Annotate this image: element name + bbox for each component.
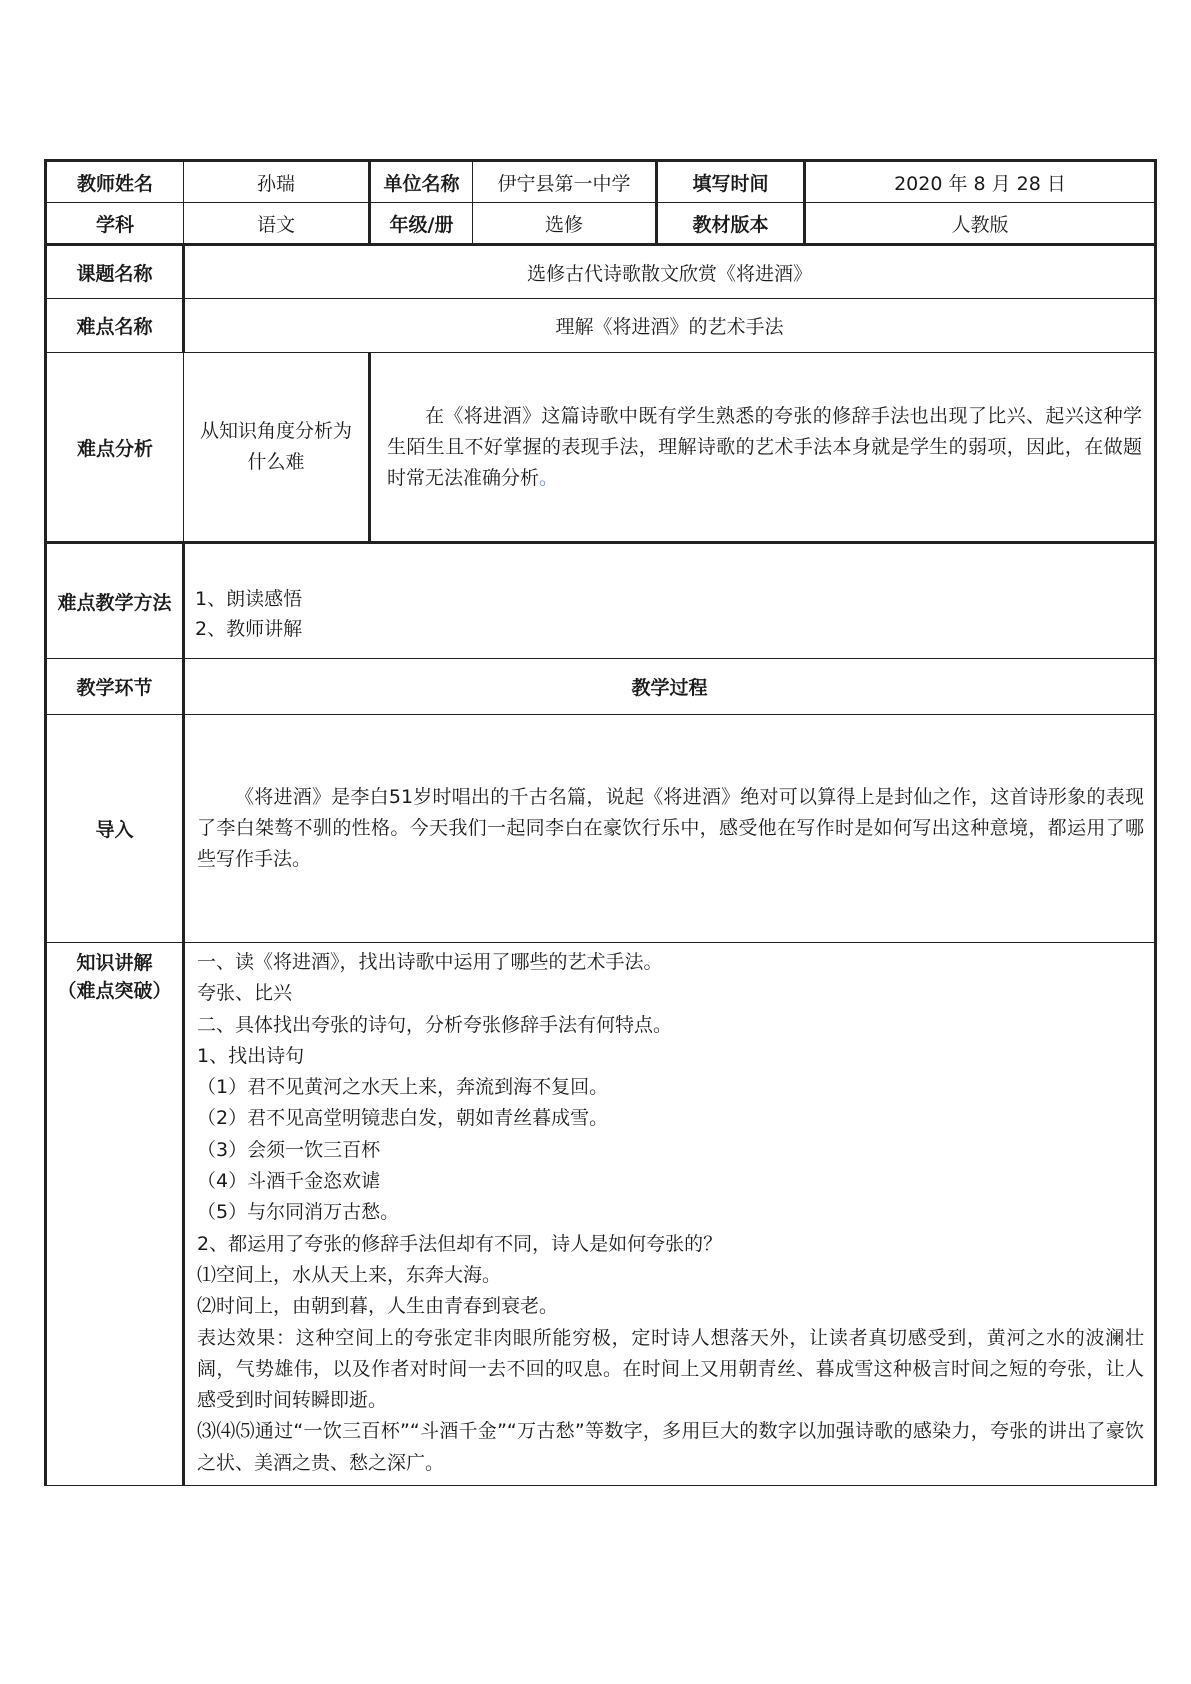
process-header-row <box>46 659 1156 715</box>
knowledge-line: （5）与尔同消万古愁。 <box>197 1201 400 1224</box>
difficulty-label: 难点名称 <box>46 299 184 353</box>
unit-value: 伊宁县第一中学 <box>473 161 657 203</box>
method-item: 2、教师讲解 <box>195 618 303 640</box>
knowledge-label-line2: （难点突破） <box>57 980 172 1002</box>
knowledge-label <box>46 943 184 1486</box>
lesson-plan-table <box>44 159 1157 1486</box>
method-label: 难点教学方法 <box>46 543 184 659</box>
teacher-label: 教师姓名 <box>46 161 184 203</box>
topic-row <box>46 245 1156 299</box>
topic-label: 课题名称 <box>46 245 184 299</box>
date-value: 2020 年 8 月 28 日 <box>805 161 1156 203</box>
intro-text: 《将进酒》是李白51岁时唱出的千古名篇，说起《将进酒》绝对可以算得上是封仙之作，这首诗形象的表现了李白桀骜不驯的性格。今天我们一起同李白在豪饮行乐中，感受他在写作时是如何写出这种意境，都运用了哪些写作手法。 <box>197 786 1144 870</box>
knowledge-numbers: ⑶⑷⑸通过“一饮三百杯”“斗酒千金”“万古愁”等数字，多用巨大的数字以加强诗歌的感染力，夸张的讲出了豪饮之状、美酒之贵、愁之深广。 <box>197 1420 1144 1474</box>
knowledge-label-line1: 知识讲解 <box>76 952 153 974</box>
knowledge-effect: 表达效果：这种空间上的夸张定非肉眼所能穷极，定时诗人想落天外，让读者真切感受到，黄河之水的波澜壮阔，气势雄伟，以及作者对时间一去不回的叹息。在时间上又用朝青丝、暮成雪这种极言时间之短的夸张，让人感受到时间转瞬即逝。 <box>197 1326 1144 1412</box>
knowledge-line: 夸张、比兴 <box>197 982 293 1005</box>
subject-label: 学科 <box>46 203 184 245</box>
method-row <box>46 543 1156 659</box>
knowledge-line: 二、具体找出夸张的诗句，分析夸张修辞手法有何特点。 <box>197 1013 673 1036</box>
knowledge-line: （3）会须一饮三百杯 <box>197 1138 381 1161</box>
analysis-angle: 从知识角度分析为什么难 <box>184 353 370 543</box>
analysis-text-cell <box>370 353 1156 543</box>
grade-label: 年级/册 <box>370 203 473 245</box>
subject-value: 语文 <box>184 203 370 245</box>
teacher-value: 孙瑞 <box>184 161 370 203</box>
analysis-row <box>46 353 1156 543</box>
analysis-trailing: 。 <box>539 466 559 489</box>
knowledge-content <box>184 943 1156 1486</box>
knowledge-row <box>46 943 1156 1486</box>
edition-value: 人教版 <box>805 203 1156 245</box>
date-label: 填写时间 <box>657 161 805 203</box>
edition-label: 教材版本 <box>657 203 805 245</box>
intro-row <box>46 715 1156 943</box>
difficulty-row <box>46 299 1156 353</box>
unit-label: 单位名称 <box>370 161 473 203</box>
topic-value: 选修古代诗歌散文欣赏《将进酒》 <box>184 245 1156 299</box>
knowledge-line: 2、都运用了夸张的修辞手法但却有不同，诗人是如何夸张的？ <box>197 1232 723 1255</box>
knowledge-line: ⑵时间上，由朝到暮，人生由青春到衰老。 <box>197 1295 559 1318</box>
analysis-body: 在《将进酒》这篇诗歌中既有学生熟悉的夸张的修辞手法也出现了比兴、起兴这种学生陌生且不好掌握的表现手法，理解诗歌的艺术手法本身就是学生的弱项，因此，在做题时常无法准确分析 <box>387 404 1142 489</box>
process-label: 教学过程 <box>184 659 1156 715</box>
header-row-1 <box>46 161 1156 203</box>
knowledge-line: 一、读《将进酒》，找出诗歌中运用了哪些的艺术手法。 <box>197 951 663 973</box>
header-row-2 <box>46 203 1156 245</box>
analysis-label: 难点分析 <box>46 353 184 543</box>
knowledge-line: （2）君不见高堂明镜悲白发，朝如青丝暮成雪。 <box>197 1107 609 1130</box>
difficulty-value: 理解《将进酒》的艺术手法 <box>184 299 1156 353</box>
knowledge-line: 1、找出诗句 <box>197 1044 305 1067</box>
method-list <box>184 543 1156 659</box>
analysis-text <box>387 401 1142 494</box>
intro-label: 导入 <box>46 715 184 943</box>
intro-text-cell <box>184 715 1156 943</box>
method-item: 1、朗读感悟 <box>195 588 303 610</box>
knowledge-line: （4）斗酒千金恣欢谑 <box>197 1170 381 1193</box>
stage-label: 教学环节 <box>46 659 184 715</box>
knowledge-line: ⑴空间上，水从天上来，东奔大海。 <box>197 1263 502 1286</box>
grade-value: 选修 <box>473 203 657 245</box>
knowledge-line: （1）君不见黄河之水天上来，奔流到海不复回。 <box>197 1076 609 1099</box>
